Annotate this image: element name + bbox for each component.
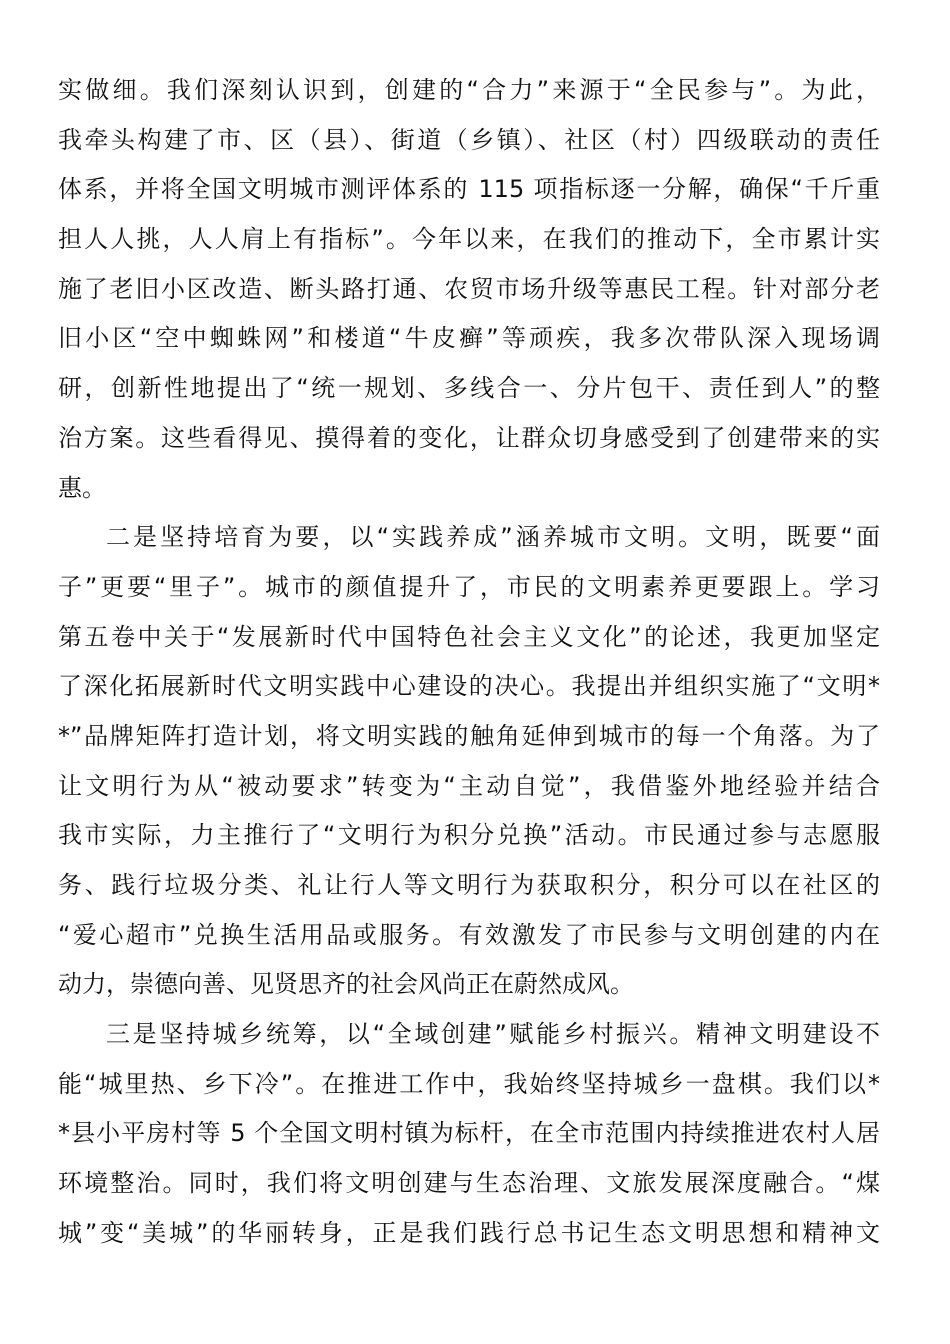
text-line: 城”变“美城”的华丽转身，正是我们践行总书记生态文明思想和精神文 <box>58 1218 880 1247</box>
text-line: 子”更要“里子”。城市的颜值提升了，市民的文明素养更要跟上。学习 <box>58 572 880 601</box>
text-line: 实做细。我们深刻认识到，创建的“合力”来源于“全民参与”。为此， <box>58 76 880 104</box>
text-line: “爱心超市”兑换生活用品或服务。有效激发了市民参与文明创建的内在 <box>58 920 880 949</box>
text-line: 研，创新性地提出了“统一规划、多线合一、分片包干、责任到人”的整 <box>58 374 880 403</box>
text-line: 让文明行为从“被动要求”转变为“主动自觉”，我借鉴外地经验并结合 <box>58 771 880 800</box>
text-line: 我市实际，力主推行了“文明行为积分兑换”活动。市民通过参与志愿服 <box>58 821 880 850</box>
text-line: 三是坚持城乡统筹，以“全域创建”赋能乡村振兴。精神文明建设不 <box>106 1020 880 1049</box>
text-line: 担人人挑，人人肩上有指标”。今年以来，在我们的推动下，全市累计实 <box>58 225 880 254</box>
text-line: 了深化拓展新时代文明实践中心建设的决心。我提出并组织实施了“文明* <box>58 672 880 701</box>
paragraph-3 <box>58 1010 880 1258</box>
text-line: 能“城里热、乡下冷”。在推进工作中，我始终坚持城乡一盘棋。我们以* <box>58 1069 880 1098</box>
text-line: 务、践行垃圾分类、礼让行人等文明行为获取积分，积分可以在社区的 <box>58 871 880 899</box>
text-line: 治方案。这些看得见、摸得着的变化，让群众切身感受到了创建带来的实 <box>58 423 880 452</box>
text-line: 环境整治。同时，我们将文明创建与生态治理、文旅发展深度融合。“煤 <box>58 1169 880 1198</box>
text-line: 动力，崇德向善、见贤思齐的社会风尚正在蔚然成风。 <box>58 970 634 999</box>
document-page <box>58 66 880 1259</box>
text-line: 我牵头构建了市、区（县）、街道（乡镇）、社区（村）四级联动的责任 <box>58 125 880 154</box>
text-line: 旧小区“空中蜘蛛网”和楼道“牛皮癣”等顽疾，我多次带队深入现场调 <box>58 324 880 353</box>
text-line: 二是坚持培育为要，以“实践养成”涵养城市文明。文明，既要“面 <box>106 523 880 552</box>
text-line: 施了老旧小区改造、断头路打通、农贸市场升级等惠民工程。针对部分老 <box>58 274 880 303</box>
paragraph-2 <box>58 513 880 1010</box>
text-line: *县小平房村等 5 个全国文明村镇为标杆，在全市范围内持续推进农村人居 <box>58 1119 880 1148</box>
text-line: 第五卷中关于“发展新时代中国特色社会主义文化”的论述，我更加坚定 <box>58 622 880 651</box>
text-line: *”品牌矩阵打造计划，将文明实践的触角延伸到城市的每一个角落。为了 <box>58 721 880 750</box>
text-line: 体系，并将全国文明城市测评体系的 115 项指标逐一分解，确保“千斤重 <box>58 175 880 204</box>
text-line: 惠。 <box>58 473 106 502</box>
paragraph-1 <box>58 66 880 513</box>
